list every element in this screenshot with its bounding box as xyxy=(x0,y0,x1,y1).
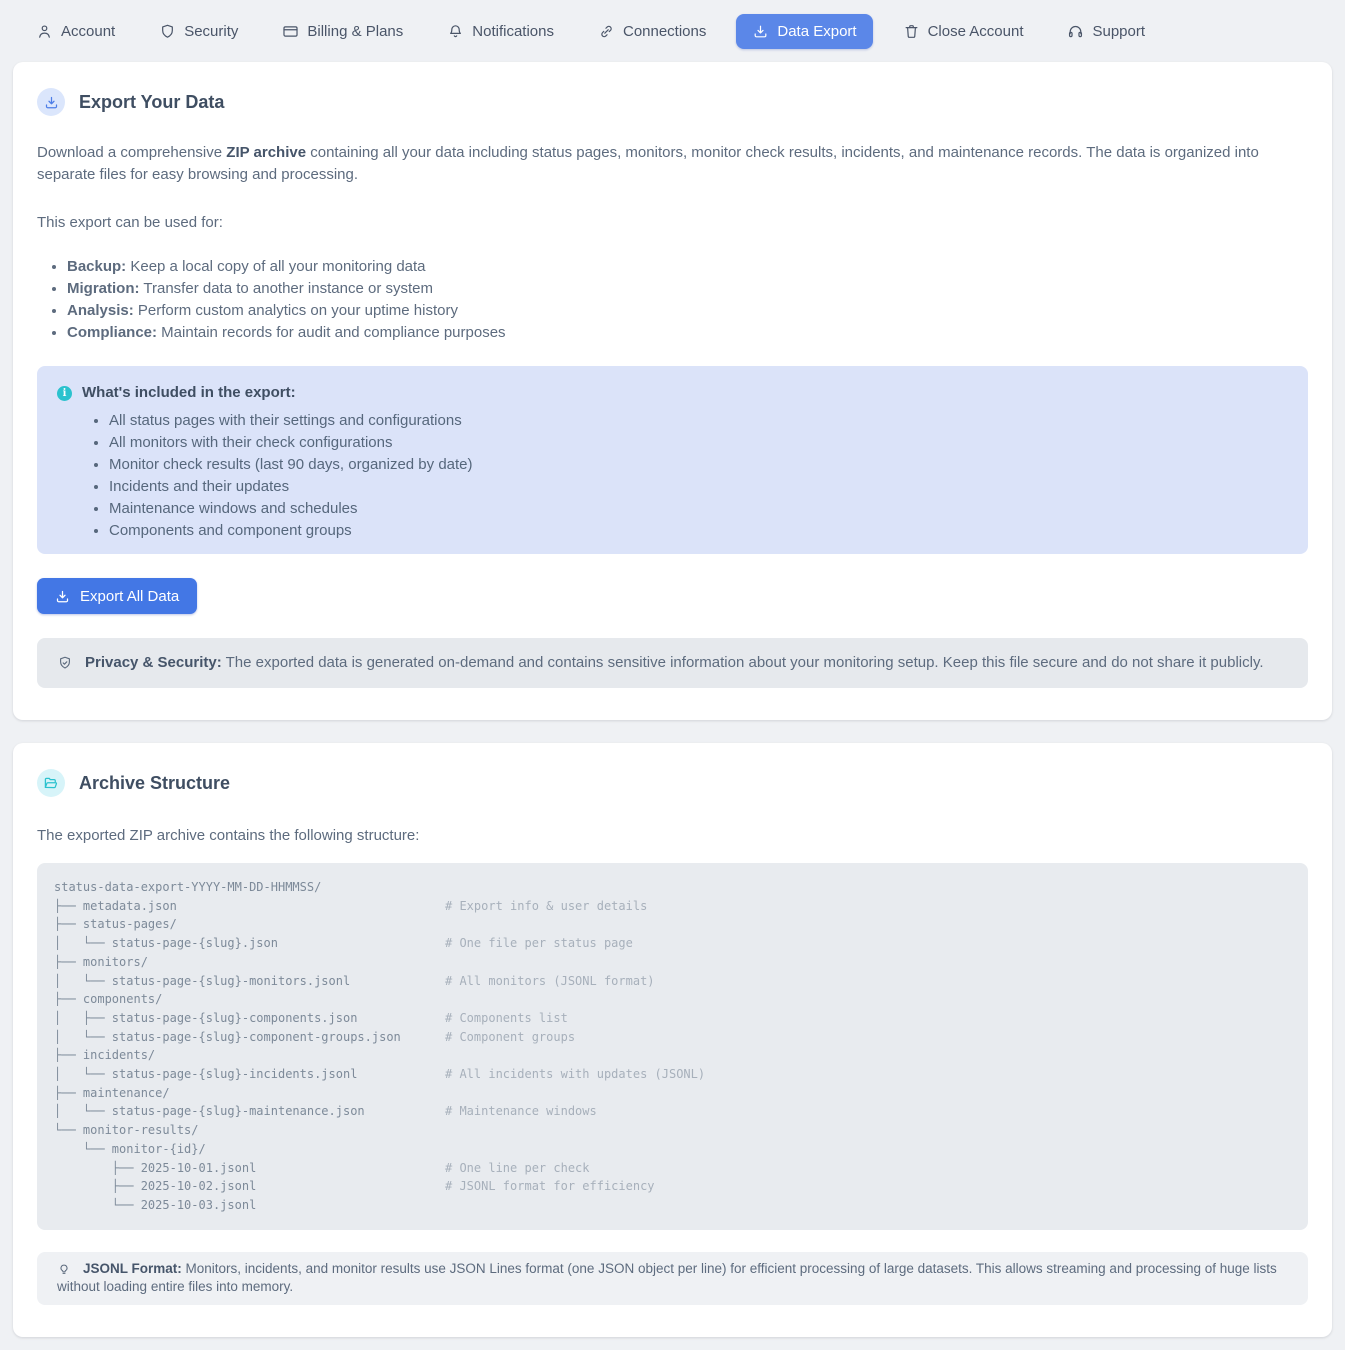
tree-line: │ ├── status-page-{slug}-components.json # Components list xyxy=(54,1010,568,1025)
included-title: What's included in the export: xyxy=(82,384,296,401)
tab-connections[interactable] xyxy=(598,23,706,40)
tree-line: ├── 2025-10-02.jsonl # JSONL format for efficiency xyxy=(54,1179,655,1194)
tab-label: Support xyxy=(1092,22,1146,40)
tree-line: ├── maintenance/ xyxy=(54,1085,170,1100)
shield-icon xyxy=(159,23,176,40)
export-all-data-button[interactable] xyxy=(37,578,197,614)
export-intro-text: Download a comprehensive ZIP archive containing all your data including status pages, monitors, monitor check results, incidents, and maintenance records. The data is organized into separate files for easy browsing and processing. xyxy=(37,144,1259,183)
bell-icon xyxy=(447,23,464,40)
tab-security[interactable] xyxy=(159,23,238,40)
export-data-card xyxy=(13,62,1332,720)
tab-notifications[interactable] xyxy=(447,23,554,40)
list-item: • Migration: Transfer data to another instance or system xyxy=(67,278,1308,300)
jsonl-format-note: JSONL Format: Monitors, incidents, and monitor results use JSON Lines format (one JSON object per line) for efficient processing of large datasets. This allows streaming and processing of huge lists without loading entire files into memory. xyxy=(37,1252,1308,1305)
tab-label: Security xyxy=(184,22,239,40)
user-icon xyxy=(36,23,53,40)
tab-label: Data Export xyxy=(777,22,857,40)
export-button-label: Export All Data xyxy=(80,587,180,605)
archive-structure-card xyxy=(13,743,1332,1337)
tab-label: Notifications xyxy=(472,22,554,40)
tree-line: │ └── status-page-{slug}-maintenance.json # Maintenance windows xyxy=(54,1104,597,1119)
tree-line: └── monitor-{id}/ xyxy=(54,1141,206,1156)
tab-account[interactable] xyxy=(36,23,115,40)
page-title: Export Your Data xyxy=(79,91,225,112)
included-list xyxy=(57,410,1288,542)
headphones-icon xyxy=(1067,23,1084,40)
tab-label: Account xyxy=(61,22,116,40)
lightbulb-icon xyxy=(57,1263,71,1277)
settings-tab-bar xyxy=(0,0,1345,62)
tab-label: Billing & Plans xyxy=(307,22,404,40)
download-icon xyxy=(752,23,769,40)
tab-label: Close Account xyxy=(927,22,1024,40)
tab-support[interactable] xyxy=(1067,23,1145,40)
included-info-box xyxy=(37,366,1308,554)
list-item: • Monitor check results (last 90 days, organized by date) xyxy=(109,454,1288,476)
tree-line: status-data-export-YYYY-MM-DD-HHMMSS/ xyxy=(54,880,322,894)
tab-data-export[interactable] xyxy=(736,14,872,49)
usecase-heading: This export can be used for: xyxy=(37,214,223,231)
tree-line: │ └── status-page-{slug}-component-groups.json # Component groups xyxy=(54,1029,576,1044)
list-item: • Incidents and their updates xyxy=(109,476,1288,498)
usecase-list xyxy=(37,256,1308,344)
list-item: • Maintenance windows and schedules xyxy=(109,498,1288,520)
section-title: Archive Structure xyxy=(79,772,231,793)
tree-line: ├── components/ xyxy=(54,992,163,1007)
archive-intro-text: The exported ZIP archive contains the following structure: xyxy=(37,827,420,844)
credit-card-icon xyxy=(282,23,299,40)
download-circle-icon xyxy=(37,88,65,116)
tree-line: │ └── status-page-{slug}-monitors.jsonl # All monitors (JSONL format) xyxy=(54,973,655,988)
folder-icon xyxy=(37,769,65,797)
tree-line: └── monitor-results/ xyxy=(54,1123,199,1138)
privacy-security-notice: Privacy & Security: The exported data is generated on-demand and contains sensitive information about your monitoring setup. Keep this file secure and do not share it publicly. xyxy=(37,638,1308,688)
link-icon xyxy=(598,23,615,40)
trash-icon xyxy=(903,23,920,40)
tab-billing[interactable] xyxy=(282,23,403,40)
list-item: • Components and component groups xyxy=(109,520,1288,542)
tab-label: Connections xyxy=(622,22,707,40)
archive-card-header xyxy=(37,769,1308,797)
list-item: • Analysis: Perform custom analytics on your uptime history xyxy=(67,300,1308,322)
list-item: • Compliance: Maintain records for audit and compliance purposes xyxy=(67,322,1308,344)
download-icon xyxy=(55,589,70,604)
tree-line: └── 2025-10-03.jsonl xyxy=(54,1197,257,1212)
tree-line: │ └── status-page-{slug}-incidents.jsonl # All incidents with updates (JSONL) xyxy=(54,1067,706,1082)
tree-line: ├── incidents/ xyxy=(54,1048,156,1063)
list-item: • All monitors with their check configurations xyxy=(109,432,1288,454)
tree-line: ├── monitors/ xyxy=(54,954,148,969)
list-item: • Backup: Keep a local copy of all your monitoring data xyxy=(67,256,1308,278)
tree-line: ├── 2025-10-01.jsonl # One line per check xyxy=(54,1160,590,1175)
shield-check-icon xyxy=(57,655,73,671)
tree-line: ├── metadata.json # Export info & user details xyxy=(54,898,648,913)
list-item: • All status pages with their settings and configurations xyxy=(109,410,1288,432)
archive-tree-code-block xyxy=(37,863,1308,1230)
info-icon: i xyxy=(57,386,72,401)
tab-close-account[interactable] xyxy=(903,23,1024,40)
export-card-header xyxy=(37,88,1308,116)
tree-line: │ └── status-page-{slug}.json # One file per status page xyxy=(54,936,633,951)
tree-line: ├── status-pages/ xyxy=(54,917,177,932)
